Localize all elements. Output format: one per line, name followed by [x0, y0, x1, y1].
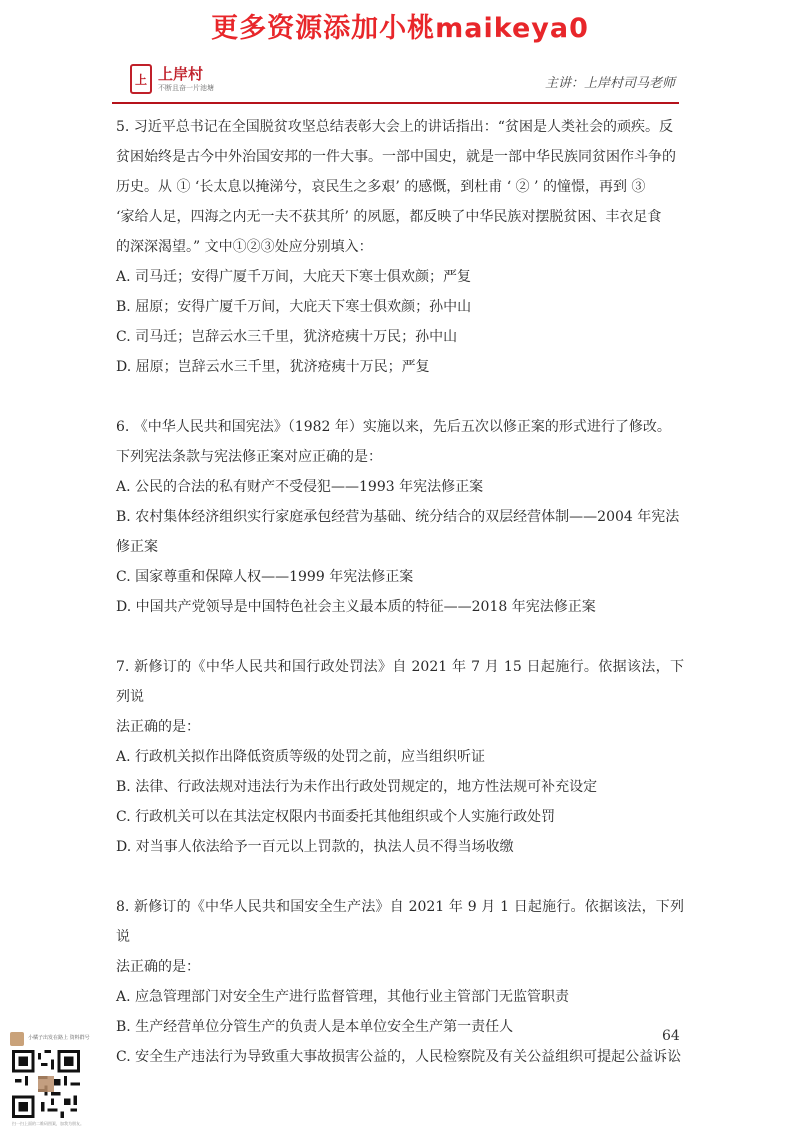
- brand-logo: [130, 64, 214, 94]
- promo-banner: 更多资源添加小桃maikeya0: [211, 13, 589, 44]
- question-stem-line: 下列宪法条款与宪法修正案对应正确的是：: [116, 449, 382, 465]
- answer-option: C. 安全生产违法行为导致重大事故损害公益的，人民检察院及有关公益组织可提起公益诉讼: [116, 1049, 682, 1065]
- question-5: [116, 112, 684, 382]
- answer-option: A. 应急管理部门对安全生产进行监督管理，其他行业主管部门无监管职责: [116, 989, 570, 1005]
- question-stem-line: 8. 新修订的《中华人民共和国安全生产法》自 2021 年 9 月 1 日起施行。依据该法，下列说: [116, 899, 684, 945]
- answer-option-continued: 修正案: [116, 539, 158, 555]
- answer-option: B. 生产经营单位分管生产的负责人是本单位安全生产第一责任人: [116, 1019, 514, 1035]
- answer-option: C. 行政机关可以在其法定权限内书面委托其他组织或个人实施行政处罚: [116, 809, 556, 825]
- brand-name: 上岸村: [158, 65, 204, 83]
- answer-option: A. 司马迁；安得广厦千万间，大庇天下寒士俱欢颜；严复: [116, 269, 472, 285]
- question-stem-line: 6. 《中华人民共和国宪法》（1982 年）实施以来，先后五次以修正案的形式进行了修改。: [116, 419, 671, 435]
- answer-option: D. 对当事人依法给予一百元以上罚款的，执法人员不得当场收缴: [116, 839, 514, 855]
- question-stem-line: 法正确的是：: [116, 719, 200, 735]
- question-list: [116, 112, 684, 1072]
- qr-card-name: 小橘子出发在路上 资料群号: [28, 1035, 90, 1041]
- question-7: [116, 652, 684, 862]
- question-8: [116, 892, 684, 1072]
- question-stem-line: ‘家给人足，四海之内无一夫不获其所’ 的夙愿，都反映了中华民族对摆脱贫困、丰衣足食: [116, 209, 662, 225]
- answer-option: B. 法律、行政法规对违法行为未作出行政处罚规定的，地方性法规可补充设定: [116, 779, 598, 795]
- answer-option: C. 国家尊重和保障人权——1999 年宪法修正案: [116, 569, 414, 585]
- answer-option: C. 司马迁；岂辞云水三千里，犹济疮痍十万民；孙中山: [116, 329, 458, 345]
- answer-option: D. 中国共产党领导是中国特色社会主义最本质的特征——2018 年宪法修正案: [116, 599, 596, 615]
- answer-option: A. 行政机关拟作出降低资质等级的处罚之前，应当组织听证: [116, 749, 486, 765]
- answer-option: B. 屈原；安得广厦千万间，大庇天下寒士俱欢颜；孙中山: [116, 299, 472, 315]
- question-stem-line: 历史。从 ① ‘长太息以掩涕兮，哀民生之多艰’ 的感慨，到杜甫 ‘ ② ’ 的憧憬，再到 ③: [116, 179, 646, 195]
- logo-mark-icon: 上: [130, 64, 152, 94]
- lecturer-credit: 主讲：上岸村司马老师: [544, 76, 675, 91]
- answer-option: B. 农村集体经济组织实行家庭承包经营为基础、统分结合的双层经营体制——2004 年宪法: [116, 509, 680, 525]
- qr-code-icon[interactable]: [12, 1050, 80, 1118]
- page-number: 64: [662, 1028, 680, 1044]
- qr-card: [10, 1032, 120, 1128]
- question-stem-line: 5. 习近平总书记在全国脱贫攻坚总结表彰大会上的讲话指出：“贫困是人类社会的顽疾。反: [116, 119, 673, 135]
- qr-caption: 扫一扫上面的二维码图案，加我为朋友。: [12, 1121, 84, 1126]
- question-stem-line: 贫困始终是古今中外治国安邦的一件大事。一部中国史，就是一部中华民族同贫困作斗争的: [116, 149, 676, 165]
- answer-option: D. 屈原；岂辞云水三千里，犹济疮痍十万民；严复: [116, 359, 430, 375]
- question-6: [116, 412, 684, 622]
- answer-option: A. 公民的合法的私有财产不受侵犯——1993 年宪法修正案: [116, 479, 484, 495]
- brand-slogan: 不断且奋一片池塘: [158, 84, 214, 92]
- page-header: [112, 62, 679, 104]
- question-stem-line: 的深深渴望。” 文中①②③处应分别填入：: [116, 239, 373, 255]
- question-stem-line: 法正确的是：: [116, 959, 200, 975]
- question-stem-line: 7. 新修订的《中华人民共和国行政处罚法》自 2021 年 7 月 15 日起施行。依据该法，下列说: [116, 659, 684, 705]
- avatar: [10, 1032, 24, 1046]
